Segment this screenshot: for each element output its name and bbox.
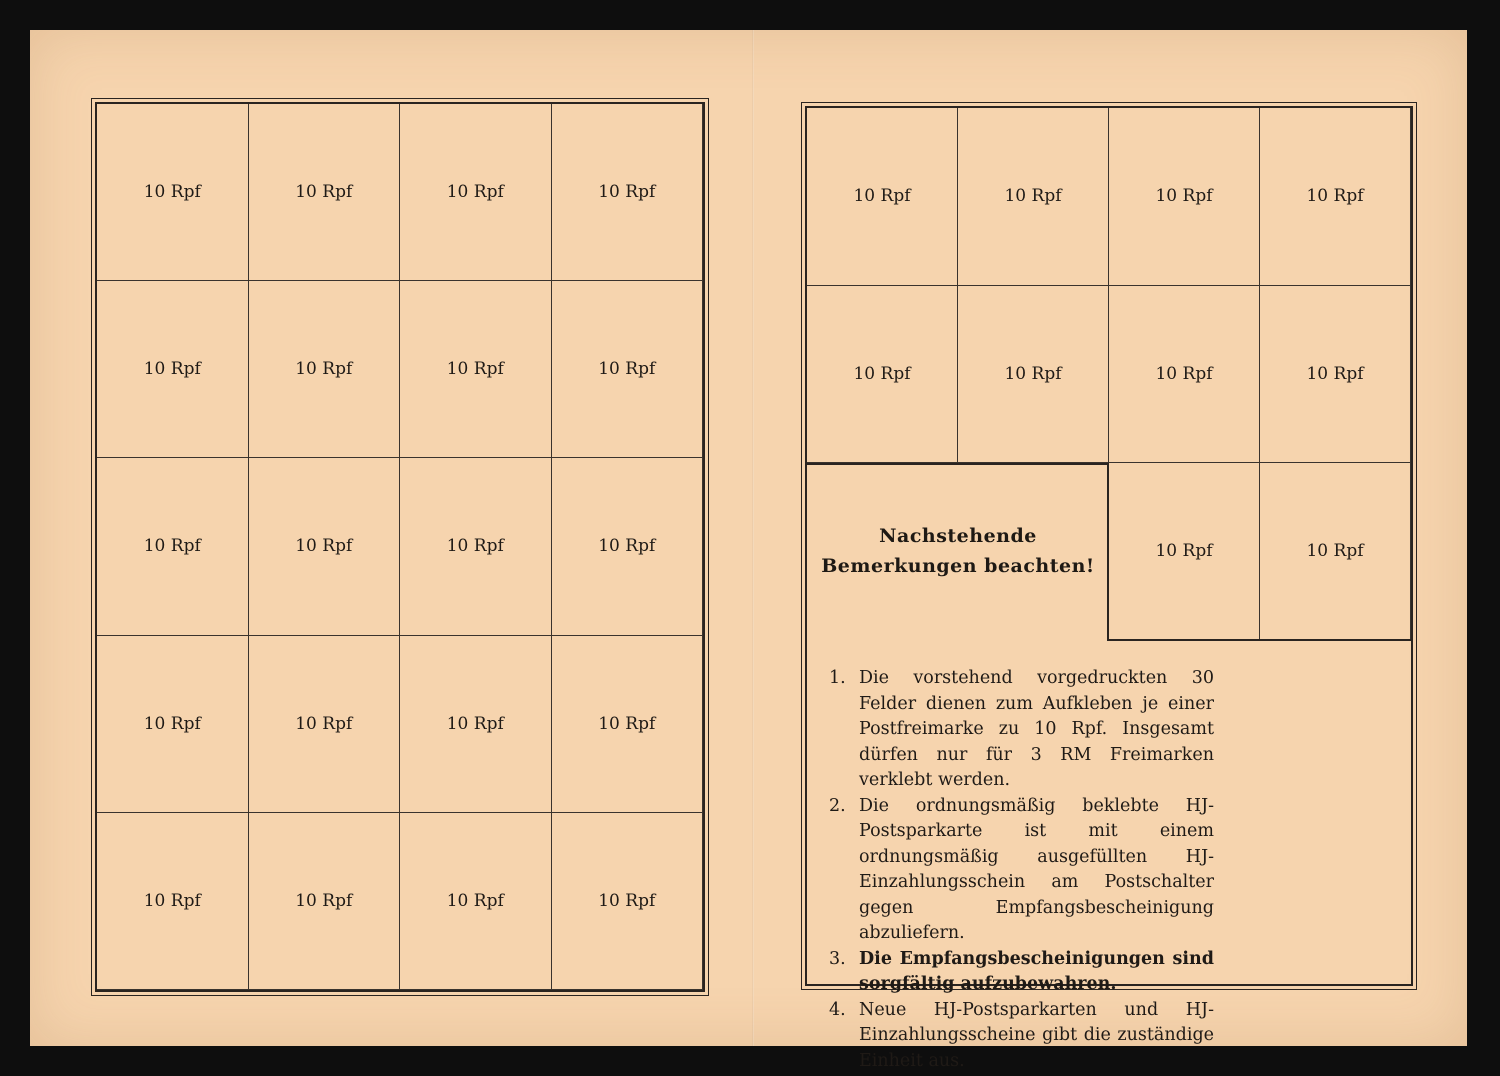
stamp-field <box>97 458 249 635</box>
notice-line-1: Nachstehende <box>879 525 1037 547</box>
stamp-field <box>249 636 401 813</box>
remark-number: 4. <box>829 999 846 1020</box>
stamp-value-label: 10 Rpf <box>295 359 353 380</box>
stamp-value-label: 10 Rpf <box>143 359 201 380</box>
stamp-field <box>1260 463 1411 641</box>
stamp-field <box>552 104 704 281</box>
remark-text: Die Empfangsbescheinigungen sind sorgfältig aufzubewahren. <box>859 948 1214 994</box>
stamp-field <box>807 286 958 464</box>
stamp-value-label: 10 Rpf <box>143 890 201 911</box>
left-stamp-grid <box>95 102 705 992</box>
stamp-value-label: 10 Rpf <box>446 890 504 911</box>
stamp-value-label: 10 Rpf <box>1306 186 1364 207</box>
stamp-field <box>97 636 249 813</box>
stamp-field <box>552 813 704 990</box>
stamp-field <box>1109 108 1260 286</box>
right-stamp-grid <box>805 106 1413 1071</box>
remark-item <box>829 998 1214 1075</box>
stamp-value-label: 10 Rpf <box>598 182 656 203</box>
remarks-list <box>829 666 1214 1074</box>
stamp-value-label: 10 Rpf <box>1155 186 1213 207</box>
stamp-field <box>1260 108 1411 286</box>
stamp-value-label: 10 Rpf <box>1306 541 1364 562</box>
stamp-value-label: 10 Rpf <box>1155 363 1213 384</box>
stamp-value-label: 10 Rpf <box>598 713 656 734</box>
remark-number: 3. <box>829 948 846 969</box>
stamp-value-label: 10 Rpf <box>598 890 656 911</box>
stamp-field <box>249 104 401 281</box>
stamp-value-label: 10 Rpf <box>295 890 353 911</box>
stamp-field <box>552 636 704 813</box>
remark-item <box>829 947 1214 998</box>
remark-number: 1. <box>829 668 846 688</box>
stamp-block-bottom-border <box>1107 639 1411 641</box>
stamp-field <box>400 104 552 281</box>
stamp-field <box>1109 286 1260 464</box>
stamp-value-label: 10 Rpf <box>1155 541 1213 562</box>
center-fold <box>752 30 754 1046</box>
stamp-value-label: 10 Rpf <box>1004 186 1062 207</box>
stamp-field <box>97 104 249 281</box>
stamp-value-label: 10 Rpf <box>598 359 656 380</box>
stamp-field <box>400 636 552 813</box>
stamp-value-label: 10 Rpf <box>446 713 504 734</box>
remarks-notice <box>807 463 1109 639</box>
stamp-field <box>1109 463 1260 641</box>
stamp-value-label: 10 Rpf <box>143 713 201 734</box>
stamp-field <box>400 813 552 990</box>
stamp-field <box>97 813 249 990</box>
remark-text: Die vorstehend vorgedruckten 30 Felder dienen zum Aufkleben je einer Postfreimarke zu 10 Rpf. Insgesamt dürfen nur für 3 RM Freimarken verklebt werden. <box>859 668 1214 790</box>
stamp-value-label: 10 Rpf <box>853 186 911 207</box>
stamp-field <box>552 458 704 635</box>
stamp-field <box>1260 286 1411 464</box>
notice-line-2: Bemerkungen beachten! <box>821 555 1095 577</box>
stamp-field <box>249 813 401 990</box>
remark-text: Die ordnungsmäßig beklebte HJ-Postsparkarte ist mit einem ordnungsmäßig ausgefüllten HJ-Einzahlungsschein am Postschalter gegen Empfangsbescheinigung abzuliefern. <box>859 795 1214 943</box>
stamp-field <box>958 286 1109 464</box>
stamp-block-left-border <box>1107 463 1109 641</box>
stamp-value-label: 10 Rpf <box>143 182 201 203</box>
remark-item <box>829 794 1214 947</box>
stamp-field <box>249 281 401 458</box>
stamp-value-label: 10 Rpf <box>446 182 504 203</box>
stamp-value-label: 10 Rpf <box>446 359 504 380</box>
stamp-field <box>400 281 552 458</box>
stamp-field <box>249 458 401 635</box>
remark-item <box>829 666 1214 794</box>
stamp-value-label: 10 Rpf <box>143 536 201 557</box>
stamp-value-label: 10 Rpf <box>295 536 353 557</box>
stamp-value-label: 10 Rpf <box>1306 363 1364 384</box>
stamp-field <box>807 108 958 286</box>
stamp-value-label: 10 Rpf <box>1004 363 1062 384</box>
stamp-field <box>552 281 704 458</box>
stamp-value-label: 10 Rpf <box>295 713 353 734</box>
stamp-field <box>400 458 552 635</box>
stamp-field <box>958 108 1109 286</box>
remark-text: Neue HJ-Postsparkarten und HJ-Einzahlungsscheine gibt die zuständige Einheit aus. <box>859 999 1214 1071</box>
postsparkarte-card <box>30 30 1467 1071</box>
stamp-field <box>97 281 249 458</box>
remark-number: 2. <box>829 795 846 816</box>
stamp-value-label: 10 Rpf <box>853 363 911 384</box>
stamp-value-label: 10 Rpf <box>446 536 504 557</box>
stamp-value-label: 10 Rpf <box>295 182 353 203</box>
notice-box-top-border <box>807 463 1109 465</box>
stamp-value-label: 10 Rpf <box>598 536 656 557</box>
